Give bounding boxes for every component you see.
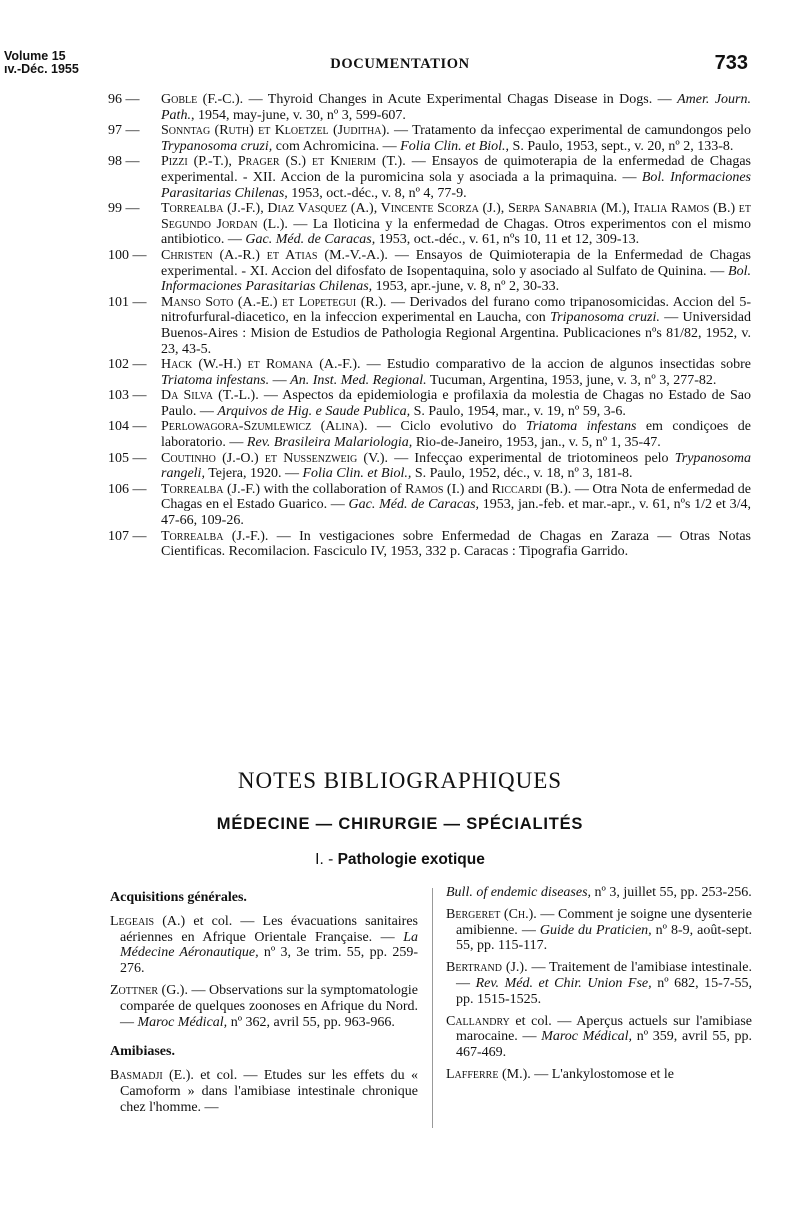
journal-title: Maroc Médical, [541, 1029, 633, 1045]
heading-acquisitions: Acquisitions générales. [110, 890, 247, 905]
reference-body [161, 388, 751, 419]
citation-text: — Ensayos de Quimioterapia de la Enfermedad de Chagas experimental. - XI. Accion del difosfato de Isopentaquina, solo y asociado al Sulfato de Quinina. — [161, 247, 751, 279]
reference-number: 98 — [108, 154, 140, 170]
reference-number: 96 — [108, 92, 140, 107]
author-name: Perlowagora-Szumlewicz (Alina). [161, 419, 368, 435]
reference-entry [108, 357, 751, 388]
author-name: Lafferre (M.). [446, 1066, 531, 1082]
reference-body [161, 123, 751, 154]
reference-number: 107 — [108, 528, 147, 544]
journal-title: Triatoma infestans [525, 419, 637, 435]
author-name: Torrealba (J.-F.), Diaz Vasquez (A.), Vincente Scorza (J.), Serpa Sanabria (M.), Italia Ramos (B.) et Segundo Jordan (L.). [161, 201, 751, 232]
citation-text: — Observations sur la symptomatologie comparée de quelques zoonoses en Afrique du Nord. — [120, 982, 418, 1030]
journal-title: Trypanosoma cruzi, [161, 138, 273, 154]
reference-number: 102 — [108, 357, 147, 373]
issue-label: ıv.-Déc. 1955 [4, 62, 79, 76]
reference-body [161, 482, 751, 529]
author-name: Riccardi (B.). [491, 481, 572, 497]
citation-text: S. Paulo, 1954, mar., v. 19, nº 59, 3-6. [410, 403, 626, 419]
journal-title: Bol. Informaciones Parasitarias Chilenas, [161, 263, 751, 295]
citation-text: — La Iloticina y la enfermedad de Chagas. Otros experimentos con el mismo antibiotico. — [161, 216, 751, 248]
right-entries [446, 907, 752, 1083]
citation-text: — L'ankylostomose et le [530, 1066, 675, 1082]
reference-number: 106 — [108, 481, 147, 497]
author-name: Torrealba (J.-F.) [161, 481, 261, 497]
citation-text: 1953, jan.-feb. et mar.-apr., v. 61, nºs 1/2 et 3/4, 47-66, 109-26. [161, 497, 751, 529]
reference-entry [108, 248, 751, 295]
right-column [446, 885, 752, 1089]
journal-title: Folia Clin. et Biol., [302, 466, 412, 482]
bibliography-entry [446, 1014, 752, 1061]
section-subtitle: MÉDECINE — CHIRURGIE — SPÉCIALITÉS [216, 815, 584, 833]
reference-body [161, 419, 751, 450]
running-title: DOCUMENTATION [330, 56, 470, 72]
acquisitions-entries [110, 914, 418, 1031]
citation-text: — Estudio comparativo de la accion de algunos insectidas sobre [360, 357, 752, 373]
bibliography-entry [446, 907, 752, 954]
citation-text: nº 3, juillet 55, pp. 253-256. [591, 885, 752, 900]
journal-title: Bol. Informaciones Parasitarias Chilenas, [161, 169, 751, 201]
journal-title: La Médecine Aéronautique, [120, 929, 418, 961]
author-name: Bertrand (J.). [446, 960, 528, 976]
bibliography-entry [110, 1068, 418, 1115]
author-name: Legeais (A.) [110, 913, 186, 929]
journal-title: Folia Clin. et Biol. [400, 138, 506, 154]
author-name: Callandry [446, 1013, 510, 1029]
subsection-title: Pathologie exotique [337, 851, 485, 868]
citation-text: 1953, oct.-déc., v. 8, nº 4, 77-9. [287, 185, 467, 201]
left-column [110, 890, 418, 1122]
author-name: Basmadji (E.). [110, 1068, 194, 1084]
citation-text: — Comment je soigne une dysenterie amibienne. — [456, 906, 752, 938]
author-name: Bergeret (Ch.). [446, 906, 537, 922]
reference-number: 103 — [108, 388, 147, 404]
bibliography-entry [110, 983, 418, 1030]
citation-text: Tucuman, Argentina, 1953, june, v. 3, nº 3, 277-82. [426, 372, 717, 388]
bibliography-entry [110, 914, 418, 977]
citation-text: — In vestigaciones sobre Enfermedad de Chagas en Zaraza — Otras Notas Cientificas. Recomilacion. Fasciculo IV, 1953, 332 p. Caracas : Tipografia Garrido. [161, 528, 751, 560]
bibliography-entry [446, 1067, 752, 1083]
author-name: Pizzi (P.-T.), Prager (S.) et Knierim (T.). [161, 154, 406, 170]
citation-text: et col. — Etudes sur les effets du « Camoform » dans l'amibiase intestinale chronique chez l'homme. — [120, 1068, 418, 1115]
journal-title: Arquivos de Hig. e Saude Publica, [217, 403, 411, 419]
heading-amibiases: Amibiases. [110, 1044, 175, 1060]
citation-text: et col. — Aperçus actuels sur l'amibiase marocaine. — [456, 1013, 752, 1045]
journal-title: Maroc Médical, [137, 1014, 228, 1030]
reference-number: 105 — [108, 450, 147, 466]
reference-entry [108, 482, 751, 529]
citation-text: — Ensayos de quimoterapia de la enfermedad de Chagas experimental. - XII. Accion de la puromicina sola y asociada a la primaquina. — [161, 154, 751, 185]
journal-title: Gac. Méd. de Caracas, [348, 497, 480, 513]
citation-text: — Derivados del furano como tripanosomicidas. Accion del 5-nitrofurfural-diacetico, en la infeccion experimental en Laucha, con [161, 294, 751, 326]
citation-text: nº 362, avril 55, pp. 963-966. [227, 1014, 395, 1030]
citation-text: et col. — Les évacuations sanitaires aériennes en Afrique Orientale Française. — [120, 913, 419, 945]
author-name: Torrealba (J.-F.). [161, 528, 269, 544]
citation-text: — Aspectos da epidemiologia e profilaxia da molestia de Chagas no Estado de Sao Paulo. — [161, 388, 752, 419]
reference-body [161, 154, 751, 201]
citation-text: — Otra Nota de enfermedad de Chagas en el Estado Guarico. — [161, 481, 751, 513]
reference-number: 101 — [108, 294, 147, 310]
citation-text: nº 682, 15-7-55, pp. 1515-1525. [456, 975, 752, 1007]
journal-title: Trypanosoma rangeli, [161, 450, 751, 482]
citation-text: em condiçoes de laboratorio. — [161, 419, 751, 451]
author-name: Da Silva (T.-L.). [161, 388, 259, 404]
reference-entry [108, 154, 751, 201]
subsection-heading [0, 851, 800, 869]
reference-body [161, 201, 751, 248]
citation-text: Rio-de-Janeiro, 1953, jan., v. 5, nº 1, 35-47. [412, 435, 661, 451]
reference-body [161, 248, 751, 295]
author-name: Hack (W.-H.) et Romana (A.-F.). [161, 357, 361, 373]
reference-list [108, 92, 751, 560]
page-number: 733 [714, 52, 748, 74]
journal-title: Triatoma infestans. [161, 372, 270, 388]
citation-text: nº 3, 3e trim. 55, pp. 259-276. [120, 945, 418, 977]
journal-title: Bull. of endemic diseases, [446, 885, 592, 900]
citation-text: 1953, apr.-june, v. 8, nº 2, 30-33. [372, 279, 560, 295]
column-divider [432, 888, 433, 1128]
citation-text: — Traitement de l'amibiase intestinale. — [456, 960, 752, 991]
amibiases-entries [110, 1068, 418, 1115]
citation-text: nº 359, avril 55, pp. 467-469. [456, 1029, 753, 1061]
author-name: Coutinho (J.-O.) et Nussenzweig (V.). [161, 450, 389, 466]
citation-text: 1953, oct.-déc., v. 61, nºs 10, 11 et 12, 309-13. [375, 232, 640, 248]
journal-title: Amer. Journ. Path. [161, 92, 751, 123]
reference-number: 100 — [108, 247, 147, 263]
author-name: Christen (A.-R.) et Atias (M.-V.-A.). [161, 247, 388, 263]
reference-entry [108, 451, 751, 482]
citation-text: — Universidad Buenos-Aires : Mision de Estudios de Pathologia Regional Argentina. Publicaciones nºs 81/82, 1952, v. 23, 43-5. [161, 310, 751, 357]
journal-title: Tripanosoma cruzi. [550, 310, 660, 326]
journal-title: Guide du Praticien, [539, 922, 652, 938]
citation-text: — Tratamento da infecçao experimental de camundongos pelo [389, 123, 751, 139]
citation-text: S. Paulo, 1952, déc., v. 18, nº 3, 181-8. [411, 466, 633, 482]
reference-body [161, 295, 751, 357]
section-title: NOTES BIBLIOGRAPHIQUES [237, 768, 563, 793]
author-name: Zottner (G.). [110, 982, 188, 998]
citation-text: Tejera, 1920. — [204, 466, 303, 482]
journal-title: Rev. Brasileira Malariologia, [246, 435, 413, 451]
author-name: Sonntag (Ruth) et Kloetzel (Juditha). [161, 123, 390, 139]
author-name: Manso Soto (A.-E.) et Lopetegui (R.). [161, 294, 387, 310]
journal-title: Gac. Méd. de Caracas, [245, 232, 376, 248]
reference-entry [108, 201, 751, 248]
citation-text: , S. Paulo, 1953, sept., v. 20, nº 2, 133-8. [505, 138, 734, 154]
journal-title: An. Inst. Med. Regional. [290, 372, 427, 388]
bibliography-entry [446, 960, 752, 1007]
continued-entry [446, 885, 752, 901]
reference-number: 99 — [108, 201, 140, 217]
citation-text: — Infecçao experimental de triotomineos pelo [388, 450, 675, 466]
citation-text: com Achromicina. — [272, 138, 401, 154]
citation-text: — [269, 372, 291, 388]
citation-text: with the collaboration of [260, 481, 406, 497]
reference-number: 104 — [108, 419, 147, 435]
reference-entry [108, 388, 751, 419]
reference-entry [108, 295, 751, 357]
volume-label: Volume 15 [4, 49, 66, 63]
author-name: Ramos (I.) [405, 481, 465, 497]
reference-entry [108, 419, 751, 450]
citation-text: , 1954, may-june, v. 30, nº 3, 599-607. [190, 107, 406, 123]
journal-title: Rev. Méd. et Chir. Union Fse, [475, 975, 652, 991]
reference-entry [108, 123, 751, 154]
subsection-number: I. - [315, 851, 334, 868]
citation-text: — Ciclo evolutivo do [367, 419, 526, 435]
reference-body [161, 451, 751, 482]
reference-body [161, 529, 751, 560]
reference-entry [108, 92, 751, 123]
reference-entry [108, 529, 751, 560]
citation-text: and [464, 481, 492, 497]
citation-text: nº 8-9, août-sept. 55, pp. 115-117. [456, 922, 752, 954]
reference-body [161, 92, 751, 123]
author-name: Goble (F.-C.). [161, 92, 244, 107]
citation-text: — Thyroid Changes in Acute Experimental Chagas Disease in Dogs. — [243, 92, 678, 107]
reference-body [161, 357, 751, 388]
reference-number: 97 — [108, 123, 140, 139]
